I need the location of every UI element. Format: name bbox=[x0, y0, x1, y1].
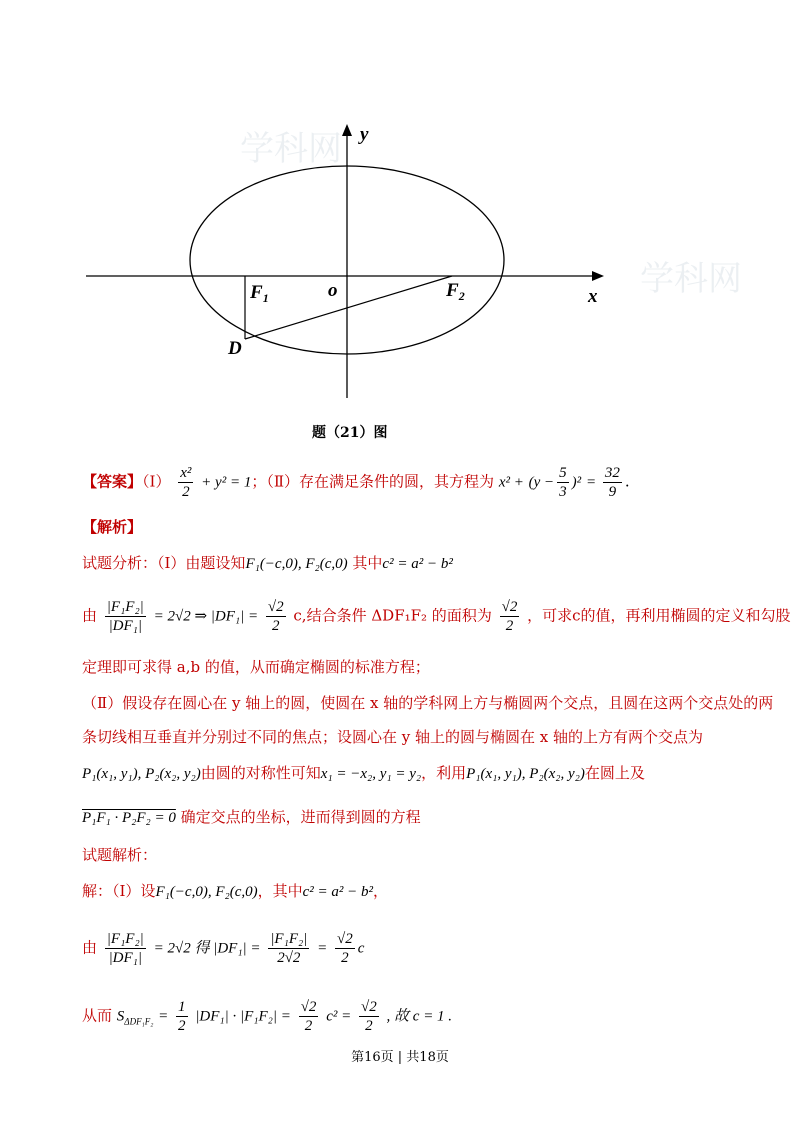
solve-line-2: 由 $\frac{\text{|F₁F₂|}}{\text{|DF₁|}}$ = 2√2 得 |DF₁| = $\frac{\text{|F₁F₂|}}{2√2}$ = $\frac{√2}{2}$ c bbox=[82, 931, 365, 966]
f1-label: $F_1$ bbox=[250, 282, 269, 305]
fraction-f1f2-over-2sqrt2: $\frac{\text{|F₁F₂|}}{2√2}$ bbox=[270, 931, 308, 966]
f2-label: $F_2$ bbox=[446, 280, 465, 303]
answer-line bbox=[82, 464, 630, 501]
fraction-f1f2-over-df1: $\frac{\text{|F₁F₂|}}{\text{|DF₁|}}$ bbox=[106, 599, 144, 634]
fraction-sqrt2-over-2-c: $\frac{√2}{2}$ bbox=[337, 931, 353, 966]
analysis-line-2: 由 $\frac{\text{|F₁F₂|}}{\text{|DF₁|}}$ = 2√2 ⇒ |DF₁| = $\frac{√2}{2}$ c,结合条件 ΔDF₁F₂ 的面积为 $\frac{√2}{2}$ ，可求c的值，再利用椭圆的定义和勾股 bbox=[82, 599, 791, 634]
analysis-line-7: P₁F₁ · P₂F₂ = 0 确定交点的坐标，进而得到圆的方程 bbox=[82, 808, 421, 826]
fraction-5-over-3: $\frac{5}{3}$ bbox=[559, 465, 567, 500]
origin-label: o bbox=[328, 280, 338, 301]
segment-d-f2 bbox=[245, 276, 452, 339]
answer-eq2-paren: (y − bbox=[528, 474, 555, 491]
fraction-32-over-9: $\frac{32}{9}$ bbox=[604, 465, 620, 500]
answer-eq2-close: )² bbox=[571, 474, 582, 491]
analysis-tag: 【解析】 bbox=[82, 518, 143, 536]
analysis-line-6: P₁(x₁, y₁), P₂(x₂, y₂)由圆的对称性可知x₁ = −x₂, y₁ = y₂，利用P₁(x₁, y₁), P₂(x₂, y₂)在圆上及 bbox=[82, 764, 645, 782]
answer-eq1: + y² = 1 bbox=[201, 474, 252, 491]
figure-caption: 题（21）图 bbox=[312, 425, 388, 441]
fraction-sqrt2-over-2-d: $\frac{√2}{2}$ bbox=[300, 999, 317, 1034]
watermark: 学科网 bbox=[240, 129, 342, 169]
fraction-sqrt2-over-2-e: $\frac{√2}{2}$ bbox=[361, 999, 377, 1034]
watermark: 学科网 bbox=[640, 259, 742, 299]
solve-label: 试题解析： bbox=[82, 846, 158, 864]
fraction-sqrt2-over-2-b: $\frac{√2}{2}$ bbox=[501, 599, 518, 634]
analysis-line-5: 条切线相互垂直并分别过不同的焦点；设圆心在 y 轴上的圆与椭圆在 x 轴的上方有两个交点为 bbox=[82, 728, 704, 746]
answer-eq2a: x² + bbox=[498, 474, 524, 491]
solve-line-1: 解：（Ⅰ）设F₁(−c,0), F₂(c,0)，其中c² = a² − b²， bbox=[82, 882, 389, 900]
fraction-1-over-2: $\frac{1}{2}$ bbox=[178, 999, 186, 1034]
x-axis-label: x bbox=[588, 286, 598, 307]
d-label: D bbox=[228, 338, 242, 359]
fraction-f1f2-over-df1-b: $\frac{\text{|F₁F₂|}}{\text{|DF₁|}}$ bbox=[106, 931, 144, 966]
answer-end: . bbox=[624, 472, 630, 491]
answer-sep: ；（Ⅱ）存在满足条件的圆，其方程为 bbox=[251, 472, 495, 491]
answer-tag: 【答案】 bbox=[82, 472, 143, 491]
answer-eq2b: = bbox=[585, 474, 600, 491]
solve-line-3: 从而 $S_{\Delta DF_1F_2}$ = $\frac{1}{2}$ |DF₁| · |F₁F₂| = $\frac{√2}{2}$ c² = $\frac{√2}{2}$ , 故 c = 1 . bbox=[82, 999, 453, 1034]
analysis-line-4: （Ⅱ）假设存在圆心在 y 轴上的圆，使圆在 x 轴的学科网上方与椭圆两个交点，且圆在这两个交点处的两 bbox=[82, 694, 774, 712]
ellipse-figure bbox=[0, 0, 800, 440]
y-axis-arrow bbox=[342, 124, 352, 136]
x-axis-arrow bbox=[592, 271, 604, 281]
fraction-sqrt2-over-2: $\frac{√2}{2}$ bbox=[267, 599, 284, 634]
answer-part1: （Ⅰ） bbox=[142, 472, 171, 491]
analysis-line-3: 定理即可求得 a,b 的值，从而确定椭圆的标准方程； bbox=[82, 658, 430, 676]
analysis-line-1: 试题分析：（Ⅰ）由题设知F₁(−c,0), F₂(c,0) 其中c² = a² − b² bbox=[82, 554, 453, 572]
fraction-x2-over-2: $\frac{\text{x²}}{2}$ bbox=[180, 465, 192, 500]
y-axis-label: y bbox=[360, 124, 369, 145]
page-footer: 第16页 | 共18页 bbox=[351, 1050, 449, 1065]
